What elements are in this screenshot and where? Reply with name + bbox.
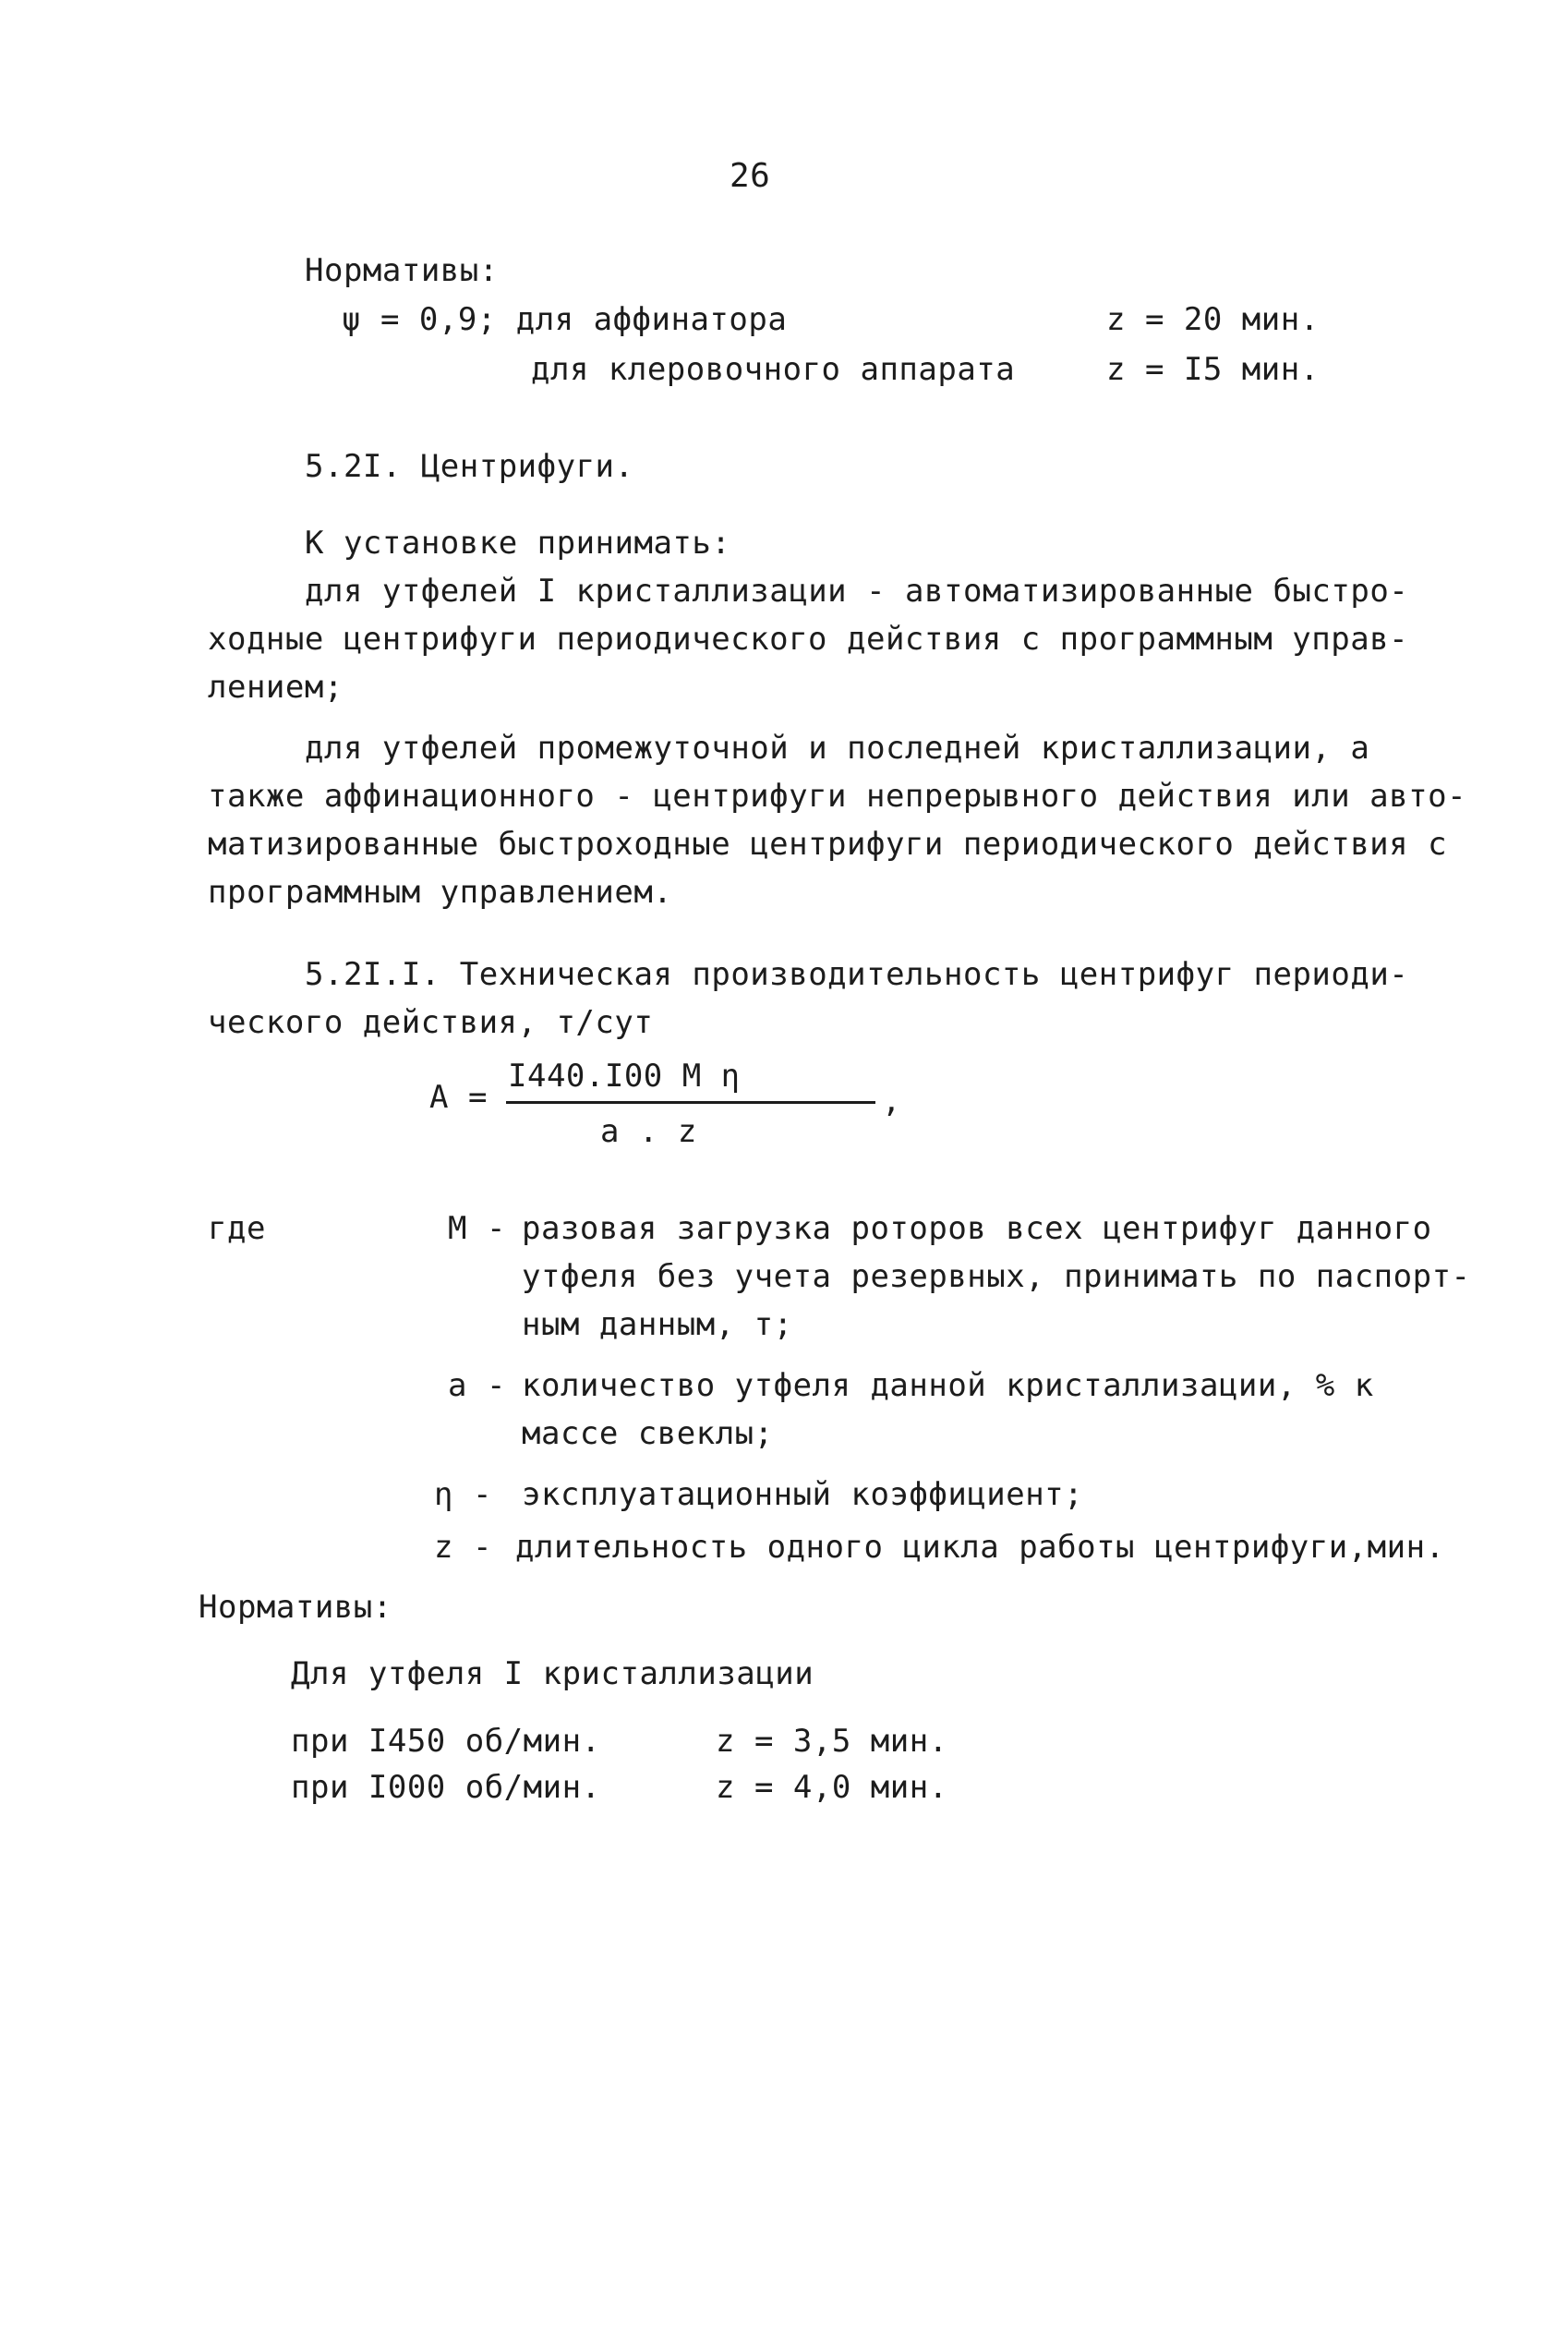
var-M-line1: разовая загрузка роторов всех центрифуг данного <box>522 1210 1432 1247</box>
var-a-symbol: a - <box>448 1367 506 1404</box>
para2-line1: для утфелей промежуточной и последней кристаллизации, а <box>305 730 1370 767</box>
z-clerov: z = I5 мин. <box>1106 351 1320 388</box>
norms-heading: Нормативы: <box>305 252 499 289</box>
where-label: где <box>208 1210 266 1247</box>
accept-heading: К установке принимать: <box>305 525 731 562</box>
section-title: 5.2I. Центрифуги. <box>305 448 634 485</box>
para2-line2: также аффинационного - центрифуги непрерывного действия или авто- <box>208 778 1467 815</box>
norm-row1-right: z = 3,5 мин. <box>716 1723 948 1760</box>
norm-row2-left: при I000 об/мин. <box>291 1769 601 1806</box>
para2-line4: программным управлением. <box>208 874 673 911</box>
var-eta-symbol: η - <box>434 1476 492 1513</box>
psi-line: ψ = 0,9; для аффинатора <box>342 301 788 338</box>
formula-comma: , <box>882 1083 901 1120</box>
subsection-line2: ческого действия, т/сут <box>208 1004 654 1041</box>
formula-numerator: I440.I00 M η <box>508 1058 741 1095</box>
page-number: 26 <box>730 157 771 195</box>
norm-row2-right: z = 4,0 мин. <box>716 1769 948 1806</box>
norm-row1-left: при I450 об/мин. <box>291 1723 601 1760</box>
var-a-line2: массе свеклы; <box>522 1415 774 1452</box>
var-a-line1: количество утфеля данной кристаллизации, % к <box>522 1367 1374 1404</box>
fraction-bar <box>506 1101 875 1104</box>
para1-line2: ходные центрифуги периодического действия с программным управ- <box>208 621 1409 658</box>
para1-line3: лением; <box>208 669 344 706</box>
clerov-line: для клеровочного аппарата <box>531 351 1016 388</box>
var-M-line2: утфеля без учета резервных, принимать по паспорт- <box>522 1258 1471 1295</box>
z-affinator: z = 20 мин. <box>1106 301 1320 338</box>
norms-sub: Для утфеля I кристаллизации <box>291 1655 814 1692</box>
formula-lhs: A = <box>429 1079 488 1116</box>
para2-line3: матизированные быстроходные центрифуги периодического действия с <box>208 826 1448 863</box>
formula-denominator: a . z <box>600 1113 697 1150</box>
norms-bottom-heading: Нормативы: <box>199 1589 392 1626</box>
var-z-symbol: z - <box>434 1529 492 1566</box>
para1-line1: для утфелей I кристаллизации - автоматизированные быстро- <box>305 573 1409 610</box>
var-eta-line1: эксплуатационный коэффициент; <box>522 1476 1084 1513</box>
var-M-symbol: M - <box>448 1210 506 1247</box>
subsection-line1: 5.2I.I. Техническая производительность центрифуг периоди- <box>305 956 1409 993</box>
var-z-line1: длительность одного цикла работы центрифуги,мин. <box>515 1529 1445 1566</box>
var-M-line3: ным данным, т; <box>522 1306 793 1343</box>
